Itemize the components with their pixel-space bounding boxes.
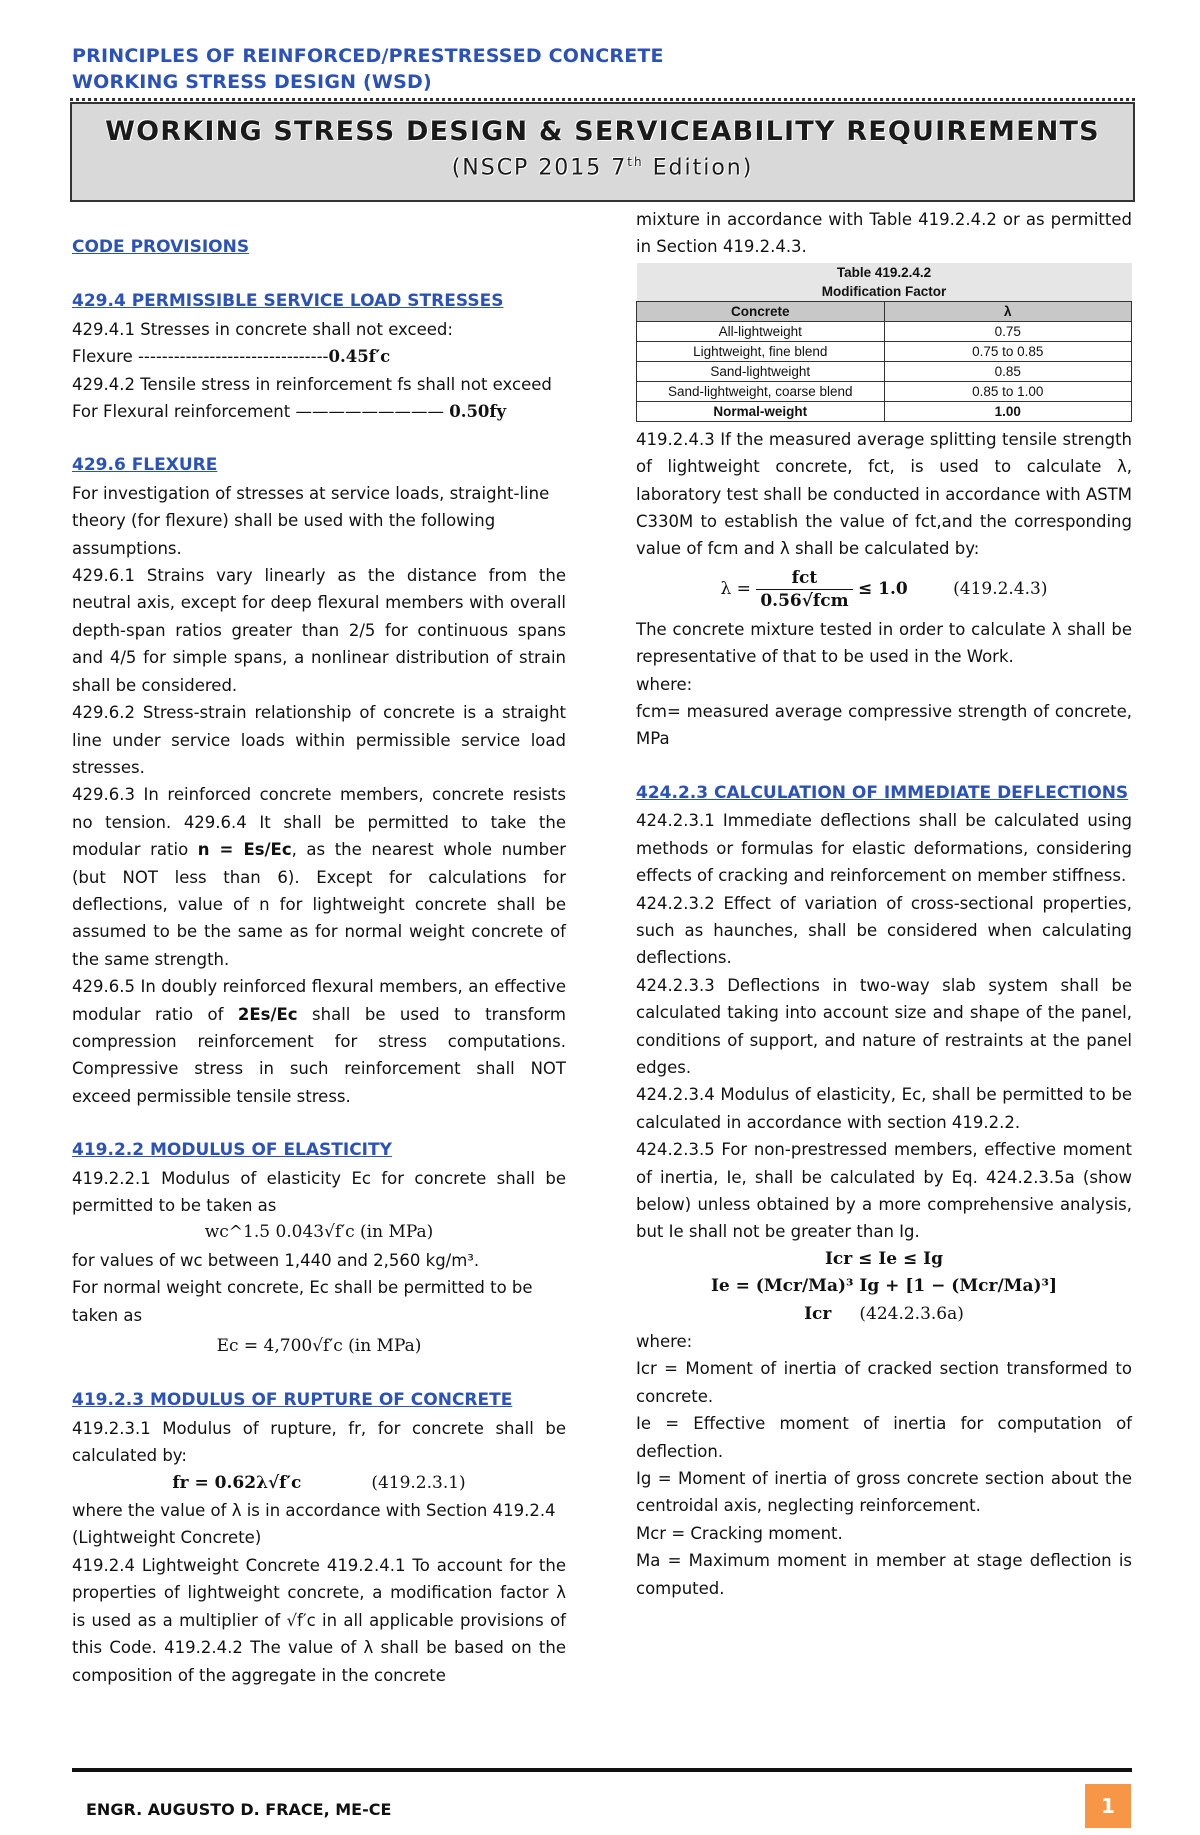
equation-ec-general: wc^1.5 0.043√f′c (in MPa) [204, 1222, 434, 1243]
paragraph: 419.2.2.1 Modulus of elasticity Ec for concrete shall be permitted to be taken as [72, 1168, 566, 1215]
table-header: Concrete [637, 301, 885, 321]
table-header-row [637, 301, 1132, 321]
paragraph: 429.6.1 Strains vary linearly as the distance from the neutral axis, except for deep flexural members with overall depth-span ratios greater than 2/5 for continuous spans and 4/5 for simple spans, a nonlinear distribution of strain shall be considered. [72, 566, 566, 695]
section-429-6-heading: 429.6 FLEXURE [72, 455, 218, 476]
paragraph: For investigation of stresses at service loads, straight-line theory (for flexure) shall be used with the following assumptions. [72, 483, 550, 558]
table-row [637, 321, 1132, 341]
paragraph: The concrete mixture tested in order to calculate λ shall be representative of that to be used in the Work. [636, 619, 1132, 667]
paragraph: 424.2.3.2 Effect of variation of cross-sectional properties, such as haunches, shall be considered when calculating deflections. [636, 893, 1132, 968]
section-419-2-3-heading: 419.2.3 MODULUS OF RUPTURE OF CONCRETE [72, 1390, 513, 1411]
table-cell: Lightweight, fine blend [637, 341, 885, 361]
table-row [637, 361, 1132, 381]
paragraph: 429.6.3 In reinforced concrete members, concrete resists no tension. 429.6.4 It shall be permitted to take the modular ratio n = Es/Ec, as the nearest whole number (but NOT less than 6). Except for calculations for deflections, value of n for lightweight concrete shall be assumed to be the same as for normal weight concrete of the same strength. [72, 785, 566, 969]
paragraph: fcm= measured average compressive strength of concrete, MPa [636, 702, 1132, 749]
table-cell: Sand-lightweight, coarse blend [637, 381, 885, 401]
reinforcement-limit: For Flexural reinforcement ————————— 0.50fy [72, 402, 507, 422]
paragraph: 429.4.1 Stresses in concrete shall not exceed: [72, 319, 453, 339]
code-provisions-heading: CODE PROVISIONS [72, 237, 250, 257]
table-cell: 0.85 to 1.00 [884, 381, 1132, 401]
paragraph: 419.2.4 Lightweight Concrete 419.2.4.1 To account for the properties of lightweight concrete, a modification factor λ is used as a multiplier of √f′c in all applicable provisions of this Code. 419.2.4.2 The value of λ shall be based on the composition of the aggregate in the concrete [72, 1555, 566, 1685]
table-row [637, 341, 1132, 361]
table-title: Table 419.2.4.2 [637, 263, 1132, 282]
paragraph: mixture in accordance with Table 419.2.4.2 or as permitted in Section 419.2.4.3. [636, 210, 1132, 257]
page-number-badge: 1 [1085, 1784, 1131, 1828]
paragraph: 419.2.3.1 Modulus of rupture, fr, for concrete shall be calculated by: [72, 1418, 566, 1466]
definition: Mcr = Cracking moment. [636, 1523, 843, 1543]
table-cell: Normal-weight [637, 401, 885, 421]
table-row [637, 381, 1132, 401]
document-title: WORKING STRESS DESIGN & SERVICEABILITY REQUIREMENTS [105, 116, 1100, 147]
paragraph: 424.2.3.4 Modulus of elasticity, Ec, shall be permitted to be calculated in accordance with section 419.2.2. [636, 1085, 1132, 1132]
paragraph: 429.6.2 Stress-strain relationship of concrete is a straight line under service loads within permissible service load stresses. [72, 703, 566, 777]
table-cell: 1.00 [884, 401, 1132, 421]
table-cell: 0.85 [884, 361, 1132, 381]
document-subtitle: (NSCP 2015 7th Edition) [451, 155, 754, 181]
table-row [637, 401, 1132, 421]
header-divider [70, 98, 1135, 101]
equation-fr: fr = 0.62λ√f′c (419.2.3.1) [172, 1472, 466, 1493]
definition: Icr = Moment of inertia of cracked section transformed to concrete. [636, 1359, 1132, 1406]
header-line-2: WORKING STRESS DESIGN (WSD) [72, 71, 432, 93]
table-cell: 0.75 [884, 321, 1132, 341]
table-subtitle: Modification Factor [637, 282, 1132, 302]
section-419-2-2-heading: 419.2.2 MODULUS OF ELASTICITY [72, 1140, 392, 1161]
running-header [72, 43, 664, 95]
table-cell: 0.75 to 0.85 [884, 341, 1132, 361]
definition: Ie = Effective moment of inertia for computation of deflection. [636, 1414, 1132, 1461]
definition: Ig = Moment of inertia of gross concrete section about the centroidal axis, neglecting reinforcement. [636, 1469, 1132, 1516]
paragraph: For normal weight concrete, Ec shall be permitted to be taken as [72, 1278, 533, 1325]
paragraph: for values of wc between 1,440 and 2,560 kg/m³. [72, 1250, 480, 1270]
header-line-1: PRINCIPLES OF REINFORCED/PRESTRESSED CONCRETE [72, 45, 664, 67]
footer-divider [72, 1768, 1132, 1772]
title-box [70, 102, 1135, 202]
paragraph: 424.2.3.1 Immediate deflections shall be calculated using methods or formulas for elastic deformations, considering effects of cracking and reinforcement on member stiffness. [636, 811, 1132, 886]
equation-inertia-bounds: Icr ≤ Ie ≤ Ig [824, 1248, 944, 1269]
left-column [72, 206, 566, 1689]
table-cell: Sand-lightweight [637, 361, 885, 381]
section-424-2-3-heading: 424.2.3 CALCULATION OF IMMEDIATE DEFLECTIONS [636, 782, 1129, 803]
equation-lambda: λ = $\frac{\text{fct}}{\text{0.56√fcm}}$ ≤ 1.0 (419.2.4.3) [720, 567, 1048, 611]
paragraph: 424.2.3.5 For non-prestressed members, effective moment of inertia, Ie, shall be calculated by Eq. 424.2.3.5a (show below) unless obtained by a more comprehensive analysis, but Ie shall not be greater than Ig. [636, 1140, 1132, 1242]
right-column [636, 206, 1132, 1602]
table-cell: All-lightweight [637, 321, 885, 341]
definition: Ma = Maximum moment in member at stage deflection is computed. [636, 1551, 1132, 1598]
paragraph: where: [636, 674, 693, 694]
section-429-4-heading: 429.4 PERMISSIBLE SERVICE LOAD STRESSES [72, 291, 504, 312]
paragraph: where the value of λ is in accordance with Section 419.2.4 (Lightweight Concrete) [72, 1501, 556, 1548]
paragraph: 419.2.4.3 If the measured average splitting tensile strength of lightweight concrete, fct, is used to calculate λ, laboratory test shall be conducted in accordance with ASTM C330M to establish the value of fct,and the corresponding value of fcm and λ shall be calculated by: [636, 429, 1132, 559]
table-header: λ [884, 301, 1132, 321]
flexure-limit: Flexure --------------------------------0.45f′c [72, 347, 391, 367]
equation-effective-inertia: Ie = (Mcr/Ma)³ Ig + [1 − (Mcr/Ma)³] Icr (424.2.3.6a) [710, 1276, 1058, 1324]
paragraph: 429.4.2 Tensile stress in reinforcement fs shall not exceed [72, 374, 552, 394]
paragraph: 429.6.5 In doubly reinforced flexural members, an effective modular ratio of 2Es/Ec shall be used to transform compression reinforcement for stress computations. Compressive stress in such reinforcement shall NOT exceed permissible tensile stress. [72, 977, 566, 1106]
paragraph: where: [636, 1332, 693, 1351]
equation-ec-normal: Ec = 4,700√f′c (in MPa) [216, 1336, 422, 1357]
modification-factor-table [636, 263, 1132, 422]
footer-author: ENGR. AUGUSTO D. FRACE, ME-CE [86, 1800, 392, 1819]
paragraph: 424.2.3.3 Deflections in two-way slab system shall be calculated taking into account size and shape of the panel, conditions of support, and nature of restraints at the panel edges. [636, 975, 1132, 1077]
